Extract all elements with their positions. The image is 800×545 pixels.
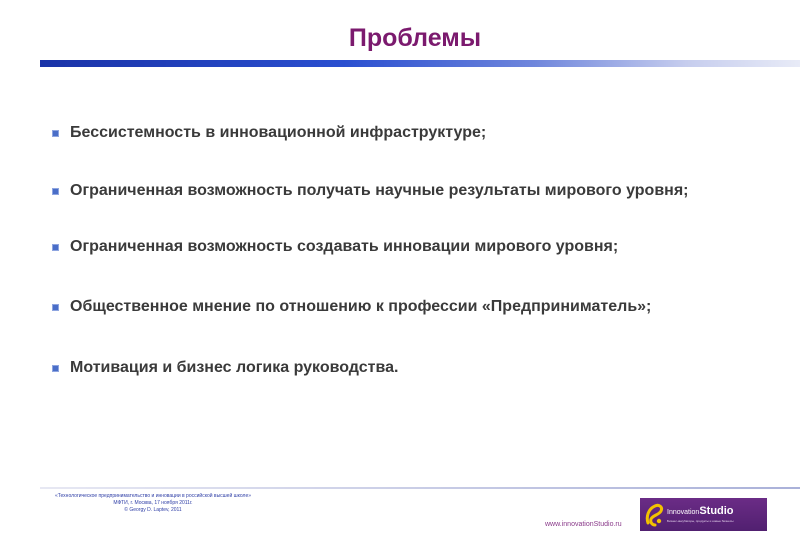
- footer-url-link[interactable]: www.innovationStudio.ru: [545, 521, 622, 528]
- bullet-marker-icon: [52, 365, 59, 372]
- logo-text: [667, 505, 734, 524]
- logo-name: [667, 505, 734, 519]
- logo-name-bold: Studio: [699, 505, 734, 517]
- footer-note-line: «Технологическое предпринимательство и инновации в российской высшей школе»: [54, 493, 252, 499]
- bullet-marker-icon: [52, 188, 59, 195]
- bullet-text: Мотивация и бизнес логика руководства.: [70, 359, 399, 376]
- footer-note: [38, 493, 268, 514]
- logo-tagline: Бизнес-инкубаторы, продукты и новые бизнесы: [667, 519, 734, 523]
- bullet-text: Ограниченная возможность создавать инновации мирового уровня;: [70, 238, 619, 255]
- bullet-marker-icon: [52, 304, 59, 311]
- bullet-marker-icon: [52, 244, 59, 251]
- slide-title: Проблемы: [348, 24, 482, 52]
- bullet-item: [52, 297, 651, 317]
- bullet-text: Бессистемность в инновационной инфраструктуре;: [70, 124, 487, 141]
- bullet-item: [52, 237, 618, 257]
- footer-note-line: МФТИ, г. Москва, 17 ноября 2011г.: [113, 500, 193, 506]
- bullet-text: Ограниченная возможность получать научные результаты мирового уровня;: [70, 182, 689, 199]
- innovation-studio-logo: [640, 498, 767, 531]
- bullet-text: Общественное мнение по отношению к профессии «Предприниматель»;: [70, 298, 652, 315]
- bullet-item: [52, 123, 486, 143]
- bullet-item: [52, 358, 398, 378]
- footer-divider: [40, 487, 800, 489]
- bullet-item: [52, 181, 688, 201]
- footer-note-line: © Georgy D. Laptev, 2011: [124, 507, 182, 513]
- logo-name-light: Innovation: [667, 509, 700, 516]
- bullet-marker-icon: [52, 130, 59, 137]
- logo-mark-icon: [644, 503, 664, 527]
